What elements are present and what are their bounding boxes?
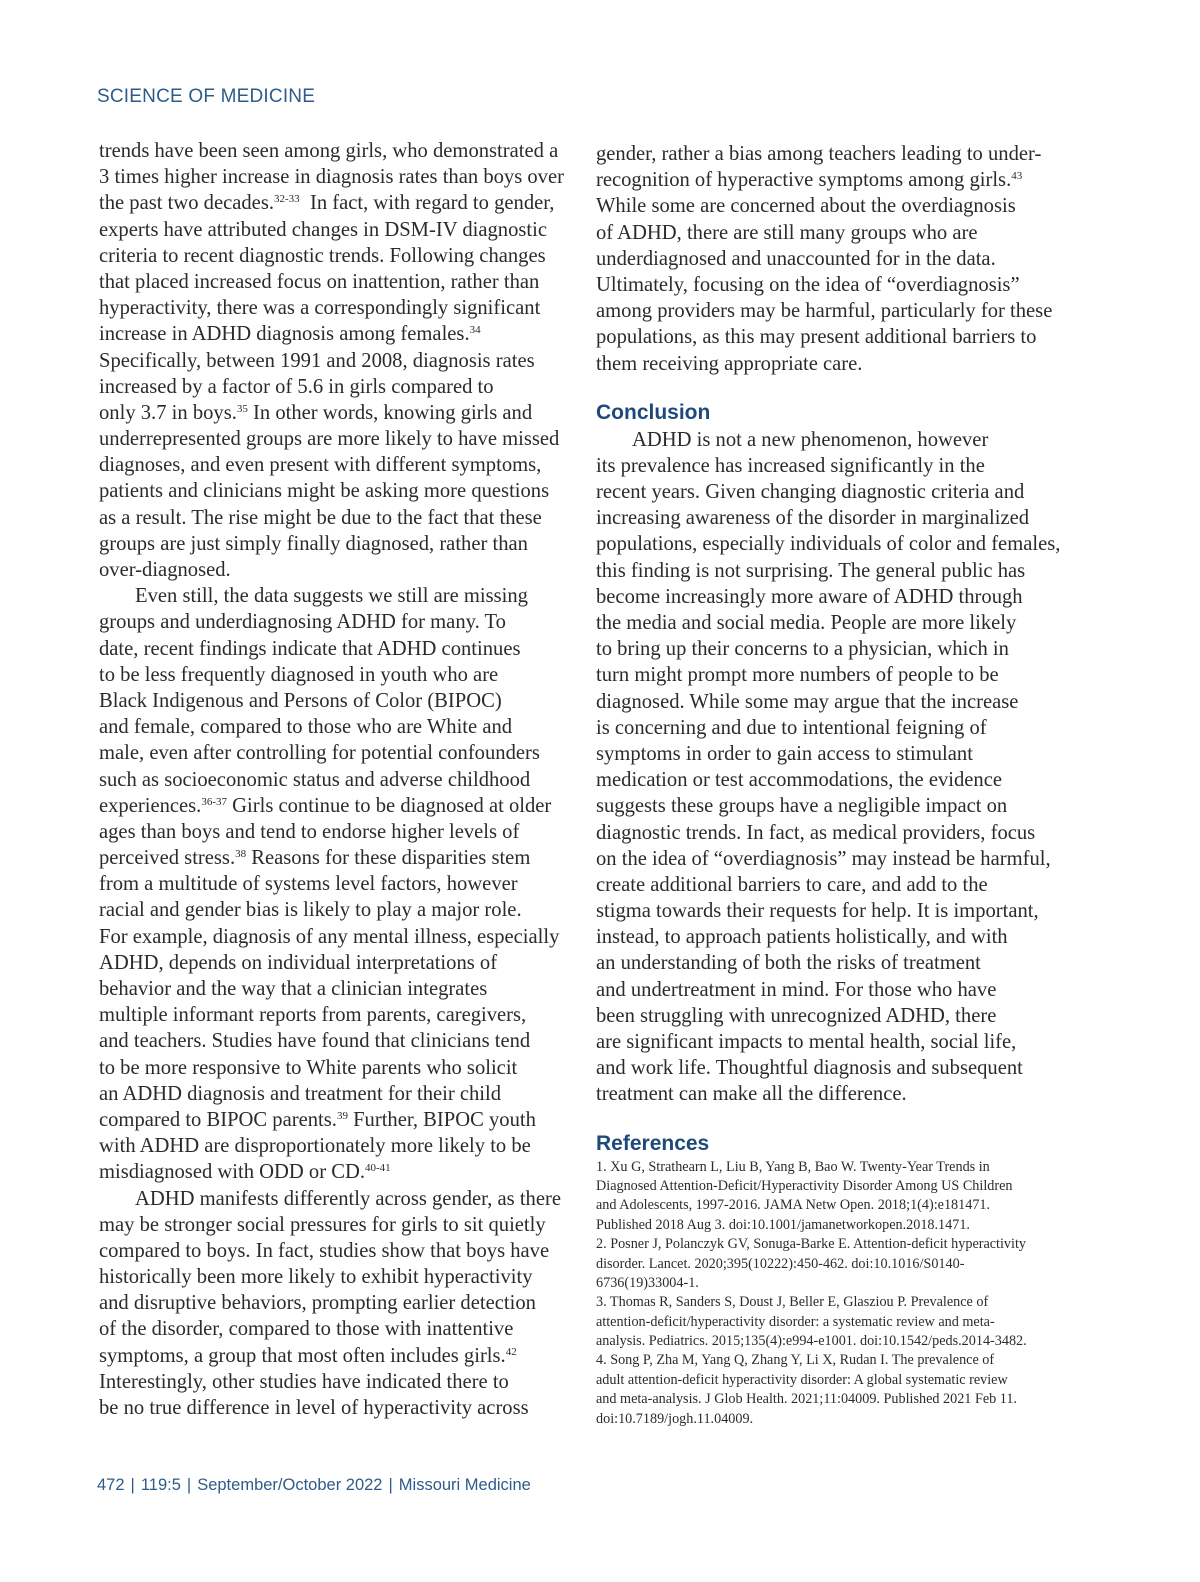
line-text-after-citation: Girls continue to be diagnosed at older [227, 794, 552, 817]
citation-superscript: 35 [236, 402, 248, 415]
line-text: racial and gender bias is likely to play a major role. [99, 899, 522, 922]
text-line [596, 636, 1074, 662]
line-text: on the idea of “overdiagnosis” may instead be harmful, [596, 847, 1051, 870]
text-line [596, 167, 1074, 193]
line-text: underdiagnosed and unaccounted for in the data. [596, 247, 996, 270]
line-text: treatment can make all the difference. [596, 1083, 907, 1106]
line-text: gender, rather a bias among teachers leading to under- [596, 143, 1042, 165]
text-line [99, 950, 577, 976]
text-line [99, 740, 577, 766]
text-line [99, 1107, 577, 1133]
line-text: that placed increased focus on inattention, rather than [99, 270, 540, 293]
text-line [596, 479, 1074, 505]
line-text: only 3.7 in boys. [99, 401, 237, 424]
text-line [596, 324, 1074, 350]
line-text: medication or test accommodations, the evidence [596, 769, 1003, 792]
line-text: to be more responsive to White parents who solicit [99, 1056, 518, 1079]
text-line [99, 452, 577, 478]
text-line [596, 846, 1074, 872]
text-line [596, 1029, 1074, 1055]
text-line [596, 1003, 1074, 1029]
line-text: of ADHD, there are still many groups who are [596, 221, 978, 244]
line-text: them receiving appropriate care. [596, 352, 863, 375]
line-text: increase in ADHD diagnosis among females. [99, 323, 470, 346]
reference-line: 2. Posner J, Polanczyk GV, Sonuga-Barke E. Attention-deficit hyperactivity [596, 1236, 1027, 1253]
citation-superscript: 39 [336, 1109, 348, 1122]
line-text: misdiagnosed with ODD or CD. [99, 1161, 365, 1184]
line-text: may be stronger social pressures for girls to sit quietly [99, 1213, 546, 1236]
text-line [596, 898, 1074, 924]
reference-line: Diagnosed Attention-Deficit/Hyperactivity Disorder Among US Children [596, 1177, 1013, 1194]
text-line [596, 741, 1074, 767]
line-text: to be less frequently diagnosed in youth who are [99, 663, 499, 686]
line-text-after-citation: In fact, with regard to gender, [299, 192, 555, 215]
text-line [99, 662, 577, 688]
text-line [99, 1186, 577, 1212]
line-text: multiple informant reports from parents, caregivers, [99, 1004, 527, 1027]
line-text: ADHD is not a new phenomenon, however [632, 428, 989, 451]
line-text: be no true difference in level of hyperactivity across [99, 1397, 529, 1419]
text-line [596, 584, 1074, 610]
reference-line: 6736(19)33004-1. [596, 1274, 699, 1291]
reference-line: 1. Xu G, Strathearn L, Liu B, Yang B, Bao W. Twenty-Year Trends in [596, 1158, 990, 1175]
text-line [99, 767, 577, 793]
line-text: ADHD, depends on individual interpretations of [99, 951, 498, 974]
text-line [596, 427, 1074, 453]
line-text: diagnoses, and even present with different symptoms, [99, 454, 542, 477]
line-text: Interestingly, other studies have indicated there to [99, 1370, 509, 1393]
reference-line: 3. Thomas R, Sanders S, Doust J, Beller E, Glasziou P. Prevalence of [596, 1294, 989, 1311]
text-line [99, 478, 577, 504]
line-text: perceived stress. [99, 847, 236, 870]
reference-line: analysis. Pediatrics. 2015;135(4):e994-e1001. doi:10.1542/peds.2014-3482. [596, 1333, 1027, 1350]
line-text: and female, compared to those who are White and [99, 716, 513, 739]
text-line [99, 1316, 577, 1342]
line-text: been struggling with unrecognized ADHD, there [596, 1004, 997, 1027]
reference-line: adult attention-deficit hyperactivity disorder: A global systematic review [596, 1371, 1008, 1388]
right-column [596, 141, 1074, 1429]
text-line [99, 1081, 577, 1107]
reference-line: 4. Song P, Zha M, Yang Q, Zhang Y, Li X, Rudan I. The prevalence of [596, 1352, 995, 1369]
text-line [596, 662, 1074, 688]
line-text: hyperactivity, there was a correspondingly significant [99, 297, 541, 320]
text-line [596, 793, 1074, 819]
line-text: diagnostic trends. In fact, as medical providers, focus [596, 821, 1036, 844]
line-text: historically been more likely to exhibit hyperactivity [99, 1266, 533, 1289]
citation-superscript: 38 [235, 848, 247, 861]
text-line [99, 636, 577, 662]
issue-date: September/October 2022 [197, 1476, 383, 1494]
line-text-after-citation: Further, BIPOC youth [347, 1108, 536, 1131]
line-text: stigma towards their requests for help. It is important, [596, 900, 1039, 923]
text-line [99, 374, 577, 400]
text-line [99, 217, 577, 243]
text-line [596, 193, 1074, 219]
text-line [596, 531, 1074, 557]
line-text: to bring up their concerns to a physician, which in [596, 638, 1009, 661]
text-line [99, 557, 577, 583]
text-line [596, 767, 1074, 793]
page-footer [97, 1476, 531, 1495]
text-line [596, 141, 1074, 167]
text-line [99, 845, 577, 871]
left-column [99, 138, 577, 1421]
text-line [99, 1290, 577, 1316]
line-text: as a result. The rise might be due to the fact that these [99, 506, 542, 529]
text-line [99, 348, 577, 374]
references-list [596, 1158, 1074, 1429]
text-line [99, 1159, 577, 1185]
line-text: such as socioeconomic status and adverse childhood [99, 768, 531, 791]
text-line [596, 558, 1074, 584]
line-text: is concerning and due to intentional feigning of [596, 716, 987, 739]
line-text: ADHD manifests differently across gender, as there [135, 1187, 561, 1210]
issue-number: 119:5 [140, 1476, 181, 1494]
line-text: and disruptive behaviors, prompting earlier detection [99, 1292, 536, 1315]
line-text: suggests these groups have a negligible impact on [596, 795, 1008, 818]
section-header: SCIENCE OF MEDICINE [97, 86, 316, 107]
text-line [99, 243, 577, 269]
text-line [99, 505, 577, 531]
text-line [596, 351, 1074, 377]
line-text: underrepresented groups are more likely to have missed [99, 428, 560, 451]
text-line [99, 295, 577, 321]
text-line [99, 714, 577, 740]
text-line [99, 819, 577, 845]
line-text: populations, as this may present additional barriers to [596, 326, 1037, 349]
reference-line: and Adolescents, 1997-2016. JAMA Netw Open. 2018;1(4):e181471. [596, 1197, 991, 1214]
reference-line: and meta-analysis. J Glob Health. 2021;11:04009. Published 2021 Feb 11. [596, 1391, 1017, 1408]
line-text: patients and clinicians might be asking more questions [99, 480, 550, 503]
line-text: For example, diagnosis of any mental illness, especially [99, 925, 560, 948]
text-line [596, 220, 1074, 246]
line-text-after-citation: Reasons for these disparities stem [246, 847, 531, 870]
reference-line: disorder. Lancet. 2020;395(10222):450-462. doi:10.1016/S0140- [596, 1255, 965, 1272]
text-line [99, 531, 577, 557]
line-text: symptoms in order to gain access to stimulant [596, 742, 973, 765]
text-line [596, 1081, 1074, 1107]
text-line [99, 976, 577, 1002]
line-text: an ADHD diagnosis and treatment for their child [99, 1082, 502, 1105]
citation-superscript: 43 [1011, 170, 1023, 183]
text-line [596, 453, 1074, 479]
line-text: Even still, the data suggests we still are missing [135, 585, 528, 608]
conclusion-paragraph [596, 427, 1074, 1108]
text-line [99, 1002, 577, 1028]
text-line [99, 583, 577, 609]
text-line [99, 426, 577, 452]
line-text: and teachers. Studies have found that clinicians tend [99, 1030, 531, 1053]
right-intro-paragraph [596, 141, 1074, 377]
line-text: this finding is not surprising. The general public has [596, 559, 1026, 582]
line-text: experiences. [99, 794, 202, 817]
line-text: diagnosed. While some may argue that the increase [596, 690, 1019, 713]
line-text: from a multitude of systems level factors, however [99, 873, 518, 896]
line-text: experts have attributed changes in DSM-IV diagnostic [99, 218, 547, 241]
text-line [596, 298, 1074, 324]
text-line [596, 977, 1074, 1003]
line-text: criteria to recent diagnostic trends. Following changes [99, 244, 546, 267]
text-line [99, 1028, 577, 1054]
text-line [596, 272, 1074, 298]
text-line [99, 321, 577, 347]
line-text: recognition of hyperactive symptoms among girls. [596, 169, 1012, 192]
text-line [99, 164, 577, 190]
text-line [99, 924, 577, 950]
text-line [596, 924, 1074, 950]
text-line [596, 872, 1074, 898]
text-line [99, 1369, 577, 1395]
line-text: the media and social media. People are more likely [596, 612, 1017, 634]
text-line [596, 715, 1074, 741]
line-text: compared to BIPOC parents. [99, 1108, 337, 1131]
line-text: among providers may be harmful, particularly for these [596, 300, 1053, 323]
text-line [99, 1395, 577, 1421]
text-line [99, 1133, 577, 1159]
text-line [99, 1055, 577, 1081]
line-text: increasing awareness of the disorder in marginalized [596, 507, 1030, 530]
conclusion-heading: Conclusion [596, 400, 711, 424]
text-line [99, 269, 577, 295]
line-text: behavior and the way that a clinician integrates [99, 978, 488, 1000]
line-text: date, recent findings indicate that ADHD continues [99, 637, 521, 660]
footer-separator: | [130, 1476, 135, 1494]
text-line [596, 820, 1074, 846]
line-text: instead, to approach patients holistically, and with [596, 926, 1008, 949]
text-line [99, 609, 577, 635]
citation-superscript: 40-41 [365, 1162, 391, 1175]
line-text: an understanding of both the risks of treatment [596, 952, 981, 975]
line-text: create additional barriers to care, and add to the [596, 873, 988, 896]
citation-superscript: 42 [505, 1345, 517, 1358]
citation-superscript: 36-37 [201, 795, 228, 808]
line-text: groups are just simply finally diagnosed, rather than [99, 532, 528, 555]
line-text: of the disorder, compared to those with inattentive [99, 1318, 514, 1341]
text-line [596, 950, 1074, 976]
text-line [99, 1343, 577, 1369]
line-text: recent years. Given changing diagnostic criteria and [596, 481, 1025, 504]
line-text-after-citation: In other words, knowing girls and [247, 401, 533, 424]
text-line [99, 138, 577, 164]
line-text: Specifically, between 1991 and 2008, diagnosis rates [99, 349, 535, 372]
text-line [596, 689, 1074, 715]
text-line [99, 1238, 577, 1264]
text-line [99, 688, 577, 714]
page-number: 472 [97, 1476, 125, 1494]
line-text: While some are concerned about the overdiagnosis [596, 195, 1016, 218]
text-line [596, 505, 1074, 531]
journal-name: Missouri Medicine [398, 1476, 531, 1494]
text-line [596, 610, 1074, 636]
line-text: and undertreatment in mind. For those who have [596, 978, 997, 1001]
footer-separator: | [388, 1476, 393, 1494]
line-text: Black Indigenous and Persons of Color (BIPOC) [99, 689, 502, 712]
line-text: the past two decades. [99, 192, 274, 215]
line-text: over-diagnosed. [99, 559, 231, 581]
line-text: male, even after controlling for potential confounders [99, 742, 540, 765]
references-heading: References [596, 1131, 710, 1155]
line-text: are significant impacts to mental health, social life, [596, 1031, 1017, 1053]
line-text: 3 times higher increase in diagnosis rates than boys over [99, 166, 564, 189]
line-text: with ADHD are disproportionately more likely to be [99, 1135, 531, 1158]
text-line [596, 246, 1074, 272]
text-line [99, 793, 577, 819]
reference-line: Published 2018 Aug 3. doi:10.1001/jamanetworkopen.2018.1471. [596, 1216, 970, 1233]
citation-superscript: 32-33 [274, 193, 300, 206]
text-line [99, 1212, 577, 1238]
line-text: groups and underdiagnosing ADHD for many. To [99, 611, 506, 634]
text-line [99, 897, 577, 923]
text-line [99, 400, 577, 426]
line-text: and work life. Thoughtful diagnosis and subsequent [596, 1057, 1023, 1080]
line-text: compared to boys. In fact, studies show that boys have [99, 1239, 550, 1262]
footer-separator: | [186, 1476, 192, 1494]
text-line [99, 871, 577, 897]
reference-line: attention-deficit/hyperactivity disorder: a systematic review and meta- [596, 1313, 995, 1330]
line-text: trends have been seen among girls, who demonstrated a [99, 140, 559, 162]
line-text: turn might prompt more numbers of people to be [596, 664, 999, 687]
line-text: increased by a factor of 5.6 in girls compared to [99, 375, 494, 398]
text-line [99, 1264, 577, 1290]
citation-superscript: 34 [469, 324, 481, 337]
text-line [596, 1055, 1074, 1081]
text-line [99, 190, 577, 216]
reference-line: doi:10.7189/jogh.11.04009. [596, 1410, 754, 1427]
line-text: ages than boys and tend to endorse higher levels of [99, 820, 520, 843]
line-text: symptoms, a group that most often includes girls. [99, 1344, 506, 1367]
line-text: become increasingly more aware of ADHD through [596, 585, 1023, 608]
line-text: populations, especially individuals of color and females, [596, 533, 1061, 556]
line-text: its prevalence has increased significantly in the [596, 454, 985, 477]
line-text: Ultimately, focusing on the idea of “overdiagnosis” [596, 273, 1020, 296]
